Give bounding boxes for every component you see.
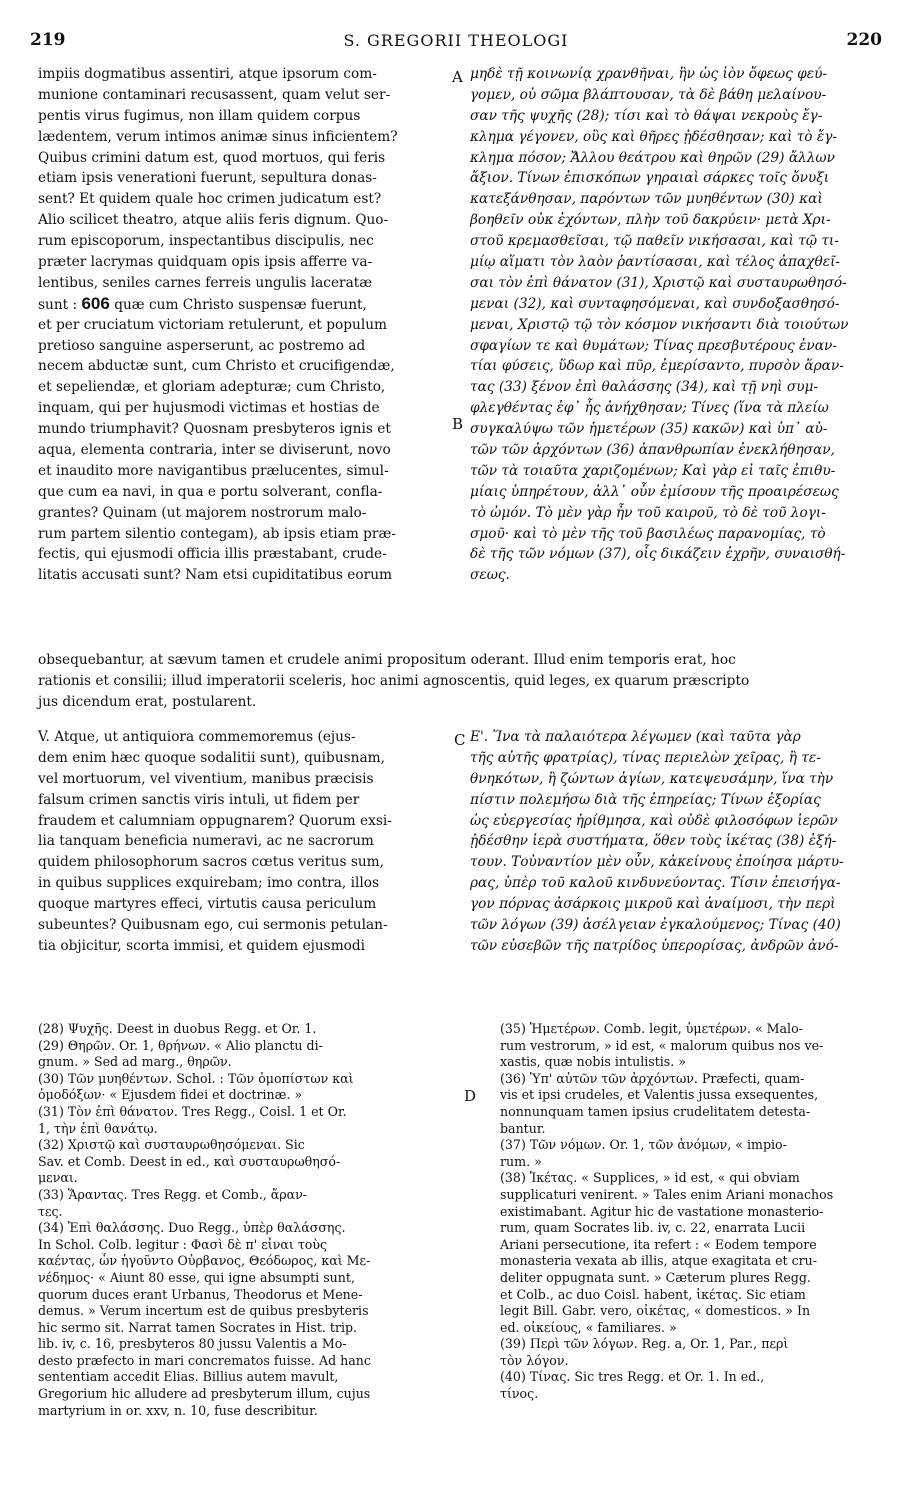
footnote-line: existimabant. Agitur hic de vastatione monasterio- (500, 1203, 824, 1219)
footnotes-left (38, 1021, 458, 1419)
text-line: Ε'. Ἵνα τὰ παλαιότερα λέγωμεν (καὶ ταῦτα γὰρ (470, 729, 801, 745)
text-line: que cum ea navi, in qua e portu solverant, confla- (38, 483, 383, 500)
footnote-line: (33) Ἅραντας. Tres Regg. et Comb., ἄραν- (38, 1186, 308, 1202)
text-line: et sepeliendæ, et gloriam adepturæ; cum Christo, (38, 379, 386, 396)
text-line: impiis dogmatibus assentiri, atque ipsorum com- (38, 66, 377, 82)
sunt-text: sunt : (38, 296, 82, 313)
text-line: βοηθεῖν οὐκ ἐχόντων, πλὴν τοῦ δακρύειν· μετὰ Χρι- (470, 212, 831, 229)
footnote-line: deliter oppugnata sunt. » Cæterum plures Regg. (500, 1269, 811, 1285)
footnote-line: lib. iv, c. 16, presbyteros 80 jussu Valentis a Mo- (38, 1336, 347, 1352)
greek-column-2 (470, 727, 890, 957)
footnote-line: (40) Τίνας. Sic tres Regg. et Or. 1. In ed., (500, 1369, 765, 1385)
footnote-line: quorum duces erant Urbanus, Theodorus et Mene- (38, 1286, 363, 1302)
text-line: pretioso sanguine asperserunt, ac postremo ad (38, 337, 366, 354)
footnote-line: νέδημος· « Aiunt 80 esse, qui igne absumpti sunt, (38, 1269, 355, 1285)
latin-column-1 (38, 64, 458, 586)
text-line (38, 294, 458, 315)
footnote-line: xastis, quæ nobis intulistis. » (500, 1054, 686, 1070)
footnote-line: bantur. (500, 1120, 546, 1136)
footnote-line: demus. » Verum incertum est de quibus presbyteris (38, 1303, 369, 1319)
text-line: falsum crimen sanctis viris intuli, ut fidem per (38, 791, 360, 808)
footnote-line: monasteria vexata ab illis, atque exagitata et cru- (500, 1253, 818, 1269)
footnote-line: μεναι. (38, 1170, 78, 1186)
latin-column-2 (38, 727, 458, 957)
text-line: fraudem et calumniam oppugnarem? Quorum exsi- (38, 812, 392, 829)
footnote-line: (36) Ὑπ' αὐτῶν τῶν ἀρχόντων. Præfecti, quam- (500, 1070, 805, 1086)
footnote-line: (32) Χριστῷ καὶ συσταυρωθησόμεναι. Sic (38, 1137, 305, 1153)
text-line: grantes? Quinam (ut majorem nostrorum malo- (38, 504, 367, 521)
section-marker-b: B (452, 415, 464, 433)
footnote-line: τες. (38, 1203, 63, 1219)
text-line: πίστιν πολεμήσω διὰ τῆς ἐπηρείας; Τίνων ἐξορίας (470, 791, 821, 808)
text-line: μεναι (32), καὶ συνταφησόμεναι, καὶ συνδοξασθησό- (470, 295, 840, 312)
text-line: necem abductæ sunt, cum Christo et crucifigendæ, (38, 358, 395, 375)
footnote-line: (30) Τῶν μυηθέντων. Schol. : Τῶν ὁμοπίστων καὶ (38, 1070, 354, 1086)
text-line: mundo triumphavit? Quosnam presbyteros ignis et (38, 421, 391, 438)
text-line: στοῦ κρεμασθεῖσαι, τῷ παθεῖν νικήσασαι, καὶ τῷ τι- (470, 233, 839, 250)
footnote-line: Gregorium hic alludere ad presbyterum illum, cujus (38, 1386, 371, 1402)
footnote-line: (35) Ἡμετέρων. Comb. legit, ὑμετέρων. « Malo- (500, 1021, 803, 1036)
text-line: τῶν τὰ τοιαῦτα χαριζομένων; Καὶ γὰρ εἰ ταῖς ἐπιθυ- (470, 462, 836, 479)
footnotes-right (500, 1021, 890, 1403)
footnote-line: (38) Ἱκέτας. « Supplices, » id est, « qui obviam (500, 1170, 800, 1186)
text-line: σφαγίων τε καὶ θυμάτων; Τίνας πρεσβυτέρους ἐναν- (470, 337, 837, 354)
text-line: μίῳ αἵματι τὸν λαὸν ῥαντίσασαι, καὶ τέλος ἀπαχθεῖ- (470, 254, 841, 271)
text-line: inquam, qui per hujusmodi victimas et hostias de (38, 400, 380, 417)
text-line: τίαι φύσεις, ὕδωρ καὶ πῦρ, ἐμερίσαντο, πυρσὸν ἅραν- (470, 358, 844, 375)
text-line: lædentem, verum intimos animæ sinus inficientem? (38, 128, 398, 145)
text-line: τῶν τῶν ἀρχόντων (36) ἀπανθρωπίαν ἐνεκλήθησαν, (470, 442, 835, 459)
text-line: et per cruciatum victoriam retulerunt, et populum (38, 316, 388, 333)
page-number-right: 220 (846, 30, 882, 50)
text-line: σμοῦ· καὶ τὸ μὲν τῆς τοῦ βασιλέως παρανομίας, τὸ (470, 525, 826, 542)
footnote-line: 1, τὴν ἐπὶ θανάτῳ. (38, 1120, 158, 1136)
text-line: φλεγθέντας ἐφ᾽ ἧς ἀνήχθησαν; Τίνες (ἵνα τὰ πλείω (470, 400, 829, 417)
text-line: ᾐδέσθην ἱερὰ συστήματα, ὅθεν τοὺς ἱκέτας (38) ἐξή- (470, 833, 837, 850)
text-line: præter lacrymas quidquam opis ipsis afferre va- (38, 254, 373, 271)
section-marker-c: C (454, 731, 466, 749)
footnote-line: nonnunquam tamen ipsius crudelitatem detesta- (500, 1103, 811, 1119)
text-line: τῶν λόγων (39) ἀσέλγειαν ἐγκαλούμενος; Τίνας (40) (470, 917, 841, 934)
text-line: sent? Et quidem quale hoc crimen judicatum est? (38, 191, 382, 208)
footnote-line: supplicaturi venirent. » Tales enim Ariani monachos (500, 1186, 834, 1202)
footnote-line: In Schol. Colb. legitur : Φασὶ δὲ π' εἶναι τοὺς (38, 1236, 328, 1252)
text-line: etiam ipsis venerationi fuerunt, sepultura donas- (38, 170, 377, 187)
page-number-left: 219 (30, 30, 66, 50)
text-line: quidem philosophorum sacros cœtus veritus sum, (38, 854, 385, 871)
text-line: σαι τὸν ἐπὶ θάνατον (31), Χριστῷ καὶ συσταυρωθησό- (470, 274, 847, 291)
sunt-text-continued: quæ cum Christo suspensæ fuerunt, (109, 296, 367, 313)
text-line: rum episcoporum, inspectantibus discipulis, nec (38, 233, 374, 250)
text-line: τουν. Τοὐναντίον μὲν οὖν, κἀκείνους ἐποίησα μάρτυ- (470, 854, 844, 871)
running-title: S. GREGORII THEOLOGI (343, 31, 569, 50)
text-line: munione contaminari recusassent, quam velut ser- (38, 86, 391, 103)
text-line: θνηκότων, ἢ ζώντων ἁγίων, κατεψευσάμην, ἵνα τὴν (470, 770, 834, 787)
text-line: σεως. (470, 567, 510, 584)
footnote-line: (28) Ψυχῆς. Deest in duobus Regg. et Or. 1. (38, 1021, 317, 1036)
text-line: τῆς αὐτῆς φρατρίας), τίνας περιελὼν χεῖρας, ἢ τε- (470, 749, 821, 766)
text-line: in quibus supplices exquirebam; imo contra, illos (38, 875, 379, 892)
text-line: μίαις ὑπηρέτουν, ἀλλ᾽ οὖν ἐμίσουν τῆς προαιρέσεως (470, 483, 839, 500)
footnote-line: et Colb., ac duo Coisl. habent, ἱκέτας. Sic etiam (500, 1286, 806, 1302)
footnote-line: vis et ipsi crudeles, et Valentis jussa exsequentes, (500, 1087, 819, 1103)
text-line: ἄξιον. Τίνων ἐπισκόπων γηραιαὶ σάρκες τοῖς ὄνυξι (470, 170, 830, 187)
footnote-line: (39) Περὶ τῶν λόγων. Reg. a, Or. 1, Par., περὶ (500, 1336, 789, 1352)
text-line: συγκαλύψω τῶν ἡμετέρων (35) κακῶν) καὶ ὑπ᾽ αὐ- (470, 421, 828, 438)
text-line: τας (33) ξένον ἐπὶ θαλάσσης (34), καὶ τῇ νηὶ συμ- (470, 379, 819, 396)
text-line: tia objicitur, scorta immisi, et quidem ejusmodi (38, 937, 366, 954)
footnote-line: Sav. et Comb. Deest in ed., καὶ συσταυρωθησό- (38, 1153, 341, 1169)
footnote-line: hic sermo sit. Narrat tamen Socrates in Hist. trip. (38, 1319, 358, 1335)
text-line: quoque martyres effeci, virtutis causa periculum (38, 896, 377, 913)
footnote-line: (34) Ἐπὶ θαλάσσης. Duo Regg., ὑπὲρ θαλάσσης. (38, 1220, 346, 1236)
footnote-line: rum vestrorum, » id est, « malorum quibus nos ve- (500, 1037, 824, 1053)
footnote-line: (31) Τὸν ἐπὶ θάνατον. Tres Regg., Coisl. 1 et Or. (38, 1103, 347, 1119)
text-line: fectis, qui ejusmodi officia illis præstabant, crude- (38, 546, 387, 563)
footnote-line: rum. » (500, 1153, 542, 1169)
text-line: τὸ ὠμόν. Τὸ μὲν γὰρ ἦν τοῦ καιροῦ, τὸ δὲ τοῦ λογι- (470, 504, 826, 521)
text-line: et inaudito more navigantibus prælucentes, simul- (38, 462, 389, 479)
text-line: rum partem silentio contegam), ab ipsis etiam præ- (38, 525, 396, 542)
footnote-line: martyrium in or. xxv, n. 10, fuse describitur. (38, 1402, 318, 1418)
text-line: pentis virus fugimus, non illam quidem corpus (38, 107, 361, 124)
text-line: subeuntes? Quibusnam ego, cui sermonis petulan- (38, 917, 388, 934)
text-line: μεναι, Χριστῷ τῷ τὸν κόσμον νικήσαντι διὰ τοιούτων (470, 316, 849, 333)
text-line: γον πόρνας ἀσάρκοις μικροῦ καὶ ἀναίμοσι, τὴν περὶ (470, 896, 836, 913)
footnote-line: (29) Θηρῶν. Or. 1, θρήνων. « Alio planctu di- (38, 1037, 323, 1053)
text-line: V. Atque, ut antiquiora commemoremus (ejus- (38, 729, 356, 745)
greek-column-1 (470, 64, 890, 586)
footnote-line: τίνος. (500, 1386, 539, 1402)
text-line: τῶν εὐσεβῶν τῆς πατρίδος ὑπερορίσας, ἀνδρῶν ἀνό- (470, 937, 839, 954)
section-marker-d: D (464, 1087, 477, 1105)
text-line: γομεν, οὐ σῶμα βλάπτουσαν, τὰ δὲ βάθη μελαίνου- (470, 86, 827, 103)
running-header (30, 30, 882, 54)
text-line: μηδὲ τῇ κοινωνίᾳ χρανθῆναι, ἣν ὡς ἰὸν ὄφεως φεύ- (470, 66, 828, 82)
text-line: Alio scilicet theatro, atque aliis feris dignum. Quo- (38, 212, 389, 229)
text-line: κατεξάνθησαν, παρόντων τῶν μυηθέντων (30) καὶ (470, 191, 823, 208)
footnote-line: gnum. » Sed ad marg., θηρῶν. (38, 1054, 232, 1070)
footnote-line: desto præfecto in mari concrematos fuisse. Ad hanc (38, 1352, 371, 1368)
full-width-text (38, 650, 890, 713)
section-marker-a: A (452, 68, 463, 86)
text-line: δὲ τῆς τῶν νόμων (37), οἷς δικάζειν ἐχρῆν, συναισθή- (470, 546, 846, 563)
text-line: ρας, ὑπὲρ τοῦ καλοῦ κινδυνεύοντας. Τίσιν ἐπεισήγα- (470, 875, 841, 892)
text-line: ὡς εὐεργεσίας ἠρίθμησα, καὶ οὐδὲ φιλοσόφων ἱερῶν (470, 812, 838, 829)
footnote-line: καέντας, ὧν ἡγοῦντο Οὐρβανος, Θεόδωρος, καὶ Με- (38, 1253, 371, 1269)
footnote-line: legit Bill. Gabr. vero, οἰκέτας, « domesticos. » In (500, 1303, 811, 1319)
text-line: κλημα γέγονεν, οὓς καὶ θῆρες ᾐδέσθησαν; καὶ τὸ ἔγ- (470, 128, 838, 145)
text-line: rationis et consilii; illud imperatorii sceleris, hoc animi agnoscentis, quid leges, ex quarum præscripto (38, 672, 750, 689)
footnote-line: ed. οἰκείους, « familiares. » (500, 1319, 677, 1335)
footnote-line: τὸν λόγον. (500, 1352, 569, 1368)
footnote-line: ὁμοδόξων· « Ejusdem fidei et doctrinæ. » (38, 1087, 303, 1103)
text-line: aqua, elementa contraria, inter se diviserunt, novo (38, 442, 391, 459)
footnote-line: Ariani persecutione, ita refert : « Eodem tempore (500, 1236, 817, 1252)
text-line: σαν τῆς ψυχῆς (28); τίσι καὶ τὸ θάψαι νεκροὺς ἔγ- (470, 107, 823, 124)
footnote-line: (37) Τῶν νόμων. Or. 1, τῶν ἀνόμων, « impio- (500, 1137, 787, 1153)
text-line: jus dicendum erat, postularent. (38, 693, 257, 710)
text-line: lentibus, seniles carnes ferreis ungulis laceratæ (38, 274, 373, 291)
footnote-line: sententiam accedit Elias. Billius autem mavult, (38, 1369, 339, 1385)
text-line: κλημα πόσον; Ἄλλου θεάτρου καὶ θηρῶν (29) ἄλλων (470, 149, 835, 166)
text-line: dem enim hæc quoque sodalitii sunt), quibusnam, (38, 749, 385, 766)
text-line: litatis accusati sunt? Nam etsi cupiditatibus eorum (38, 567, 392, 584)
column-number: 606 (81, 293, 110, 313)
footnote-line: rum, quam Socrates lib. iv, c. 22, enarrata Lucii (500, 1220, 806, 1236)
text-line: Quibus crimini datum est, quod mortuos, qui feris (38, 149, 386, 166)
text-line: lia tanquam beneficia numeravi, ac ne sacrorum (38, 833, 374, 850)
text-line: obsequebantur, at sævum tamen et crudele animi propositum oderant. Illud enim temporis erat, hoc (38, 652, 736, 668)
text-line: vel mortuorum, vel viventium, manibus præcisis (38, 770, 374, 787)
